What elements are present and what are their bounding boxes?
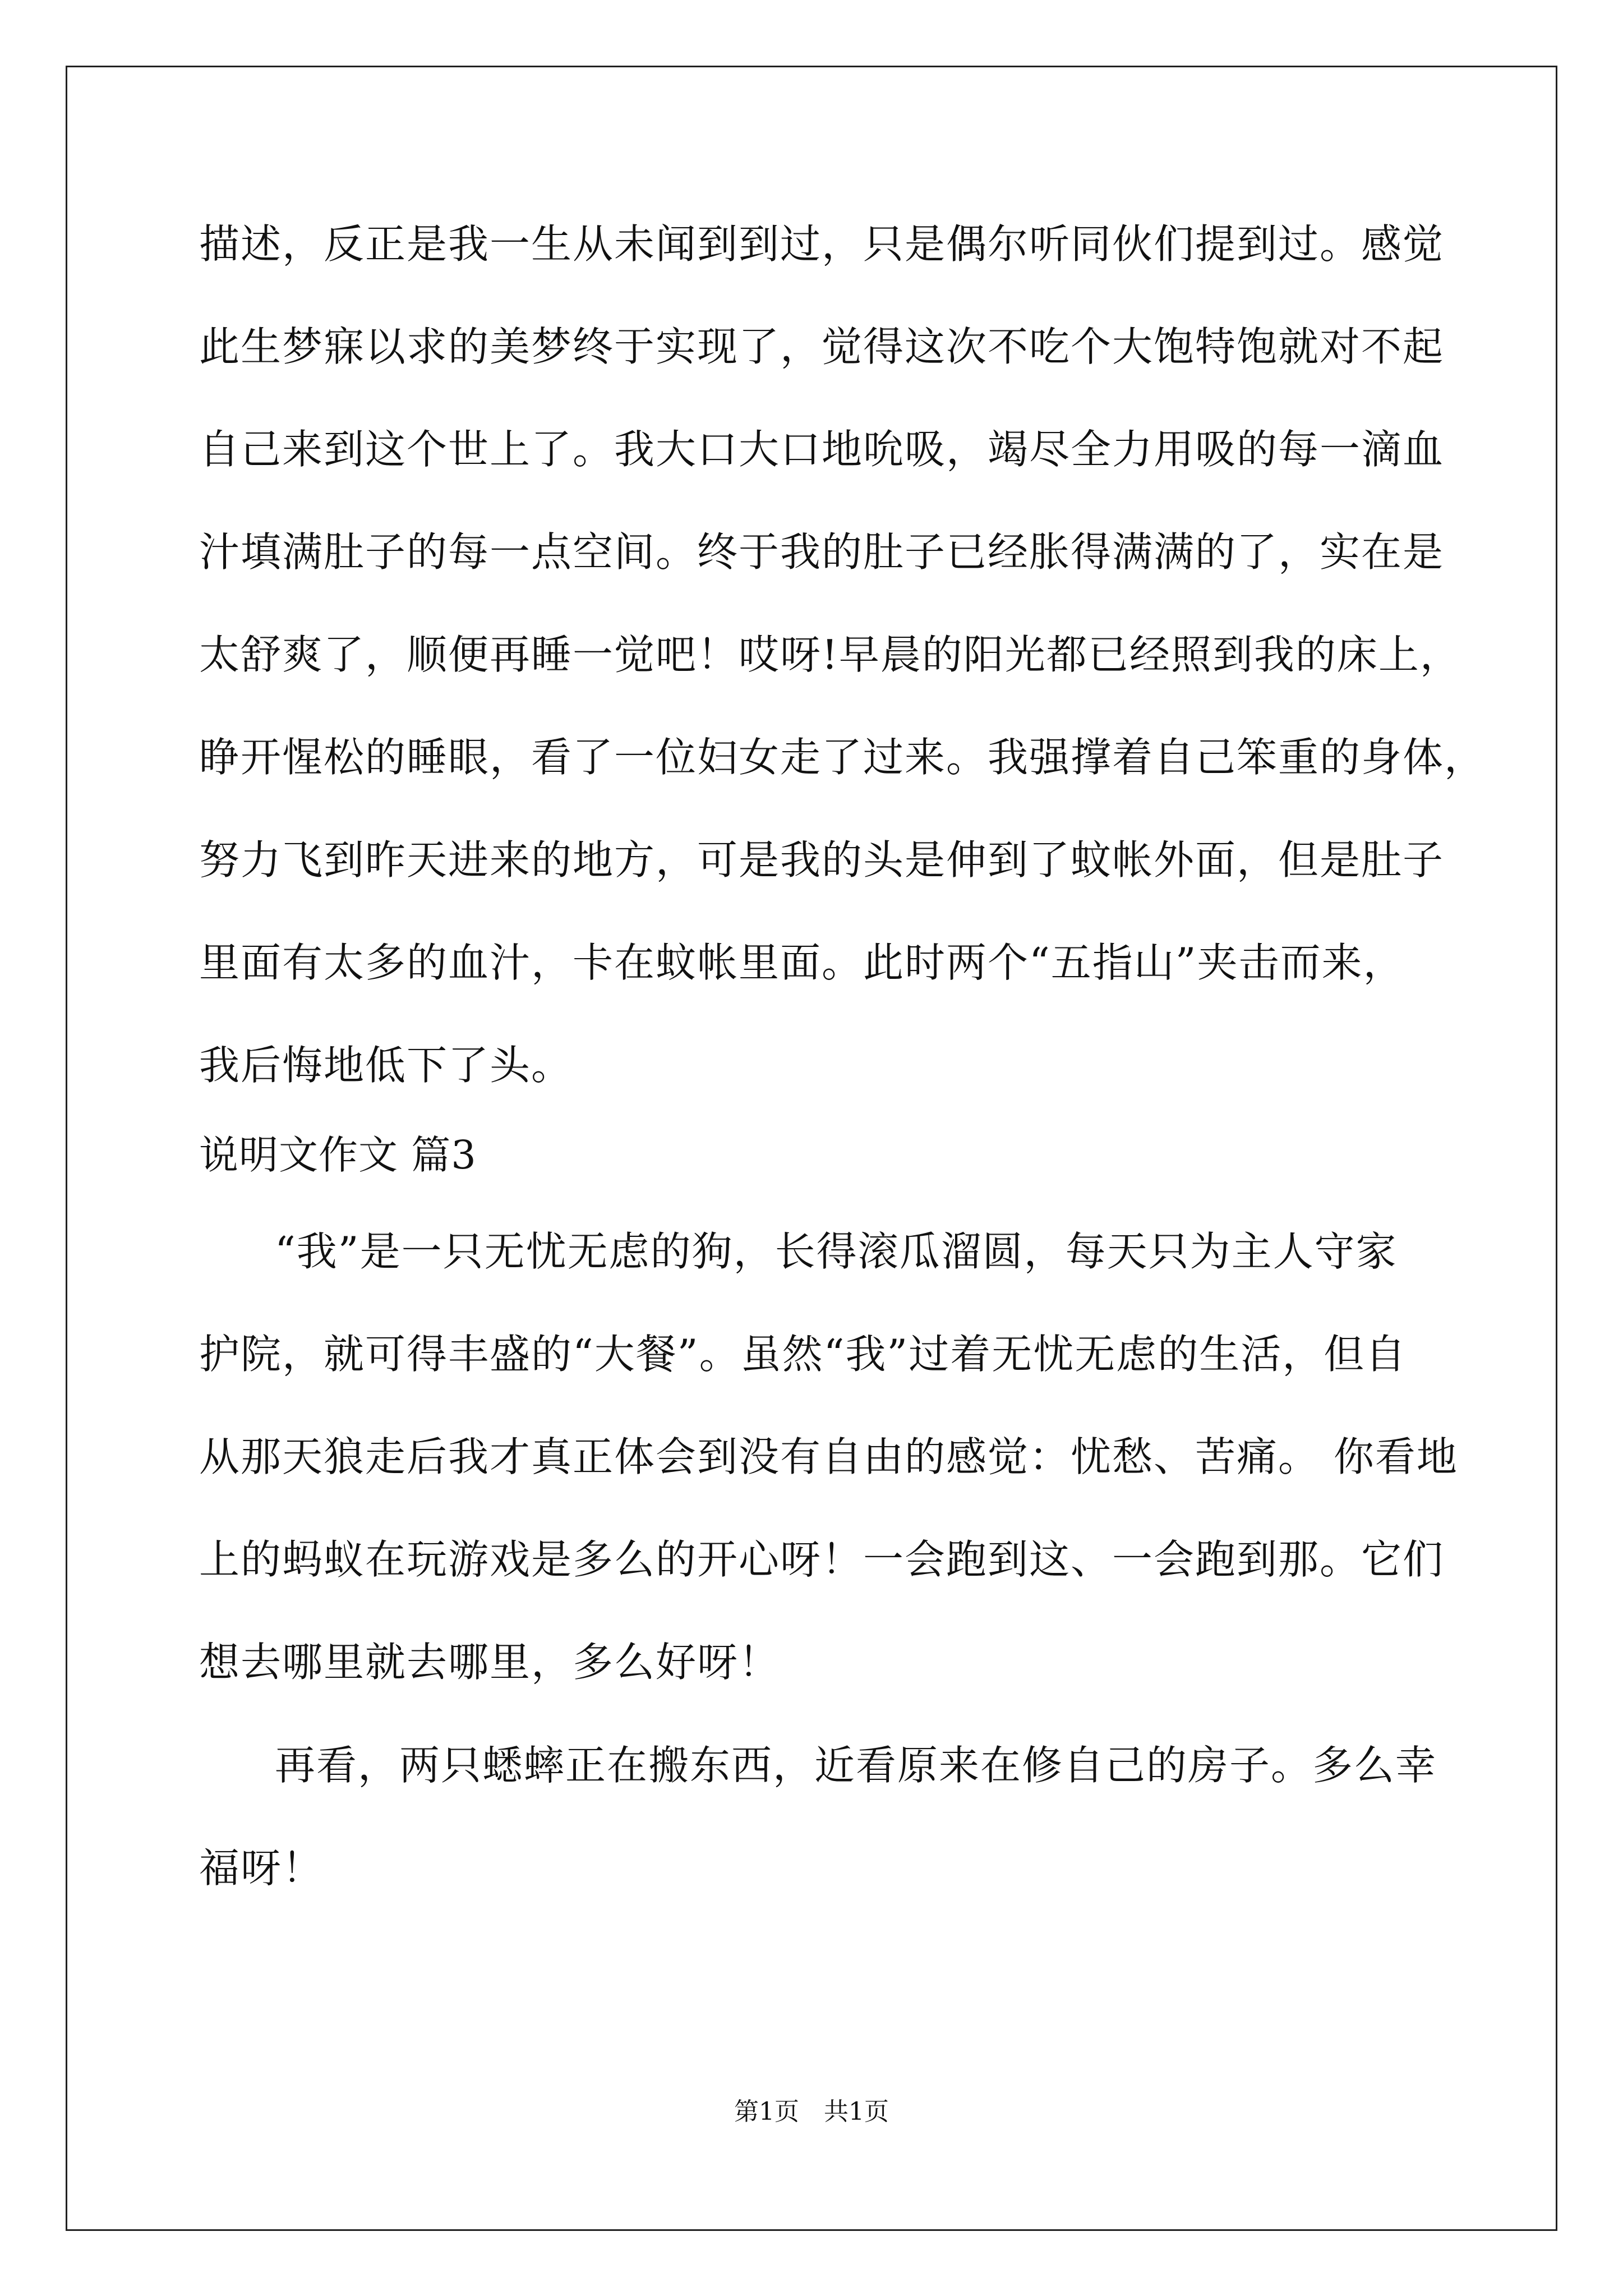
paragraph-line: 此生梦寐以求的美梦终于实现了，觉得这次不吃个大饱特饱就对不起 [199,323,1445,370]
paragraph-line: 再看，两只蟋蟀正在搬东西，近看原来在修自己的房子。多么幸 [275,1742,1437,1789]
paragraph-line: 自己来到这个世上了。我大口大口地吮吸，竭尽全力用吸的每一滴血 [199,426,1445,473]
paragraph-line: 汁填满肚子的每一点空间。终于我的肚子已经胀得满满的了，实在是 [199,528,1445,576]
paragraph-line: 太舒爽了，顺便再睡一觉吧！哎呀!早晨的阳光都已经照到我的床上， [199,631,1461,678]
paragraph-line: 努力飞到昨天进来的地方，可是我的头是伸到了蚊帐外面，但是肚子 [199,836,1445,884]
page-number-footer: 第1页 共1页 [734,2097,889,2126]
paragraph-line: 我后悔地低下了头。 [199,1042,573,1089]
paragraph-line: 睁开惺松的睡眼，看了一位妇女走了过来。我强撑着自己笨重的身体， [199,734,1486,781]
paragraph-line: 描述，反正是我一生从未闻到到过，只是偶尔听同伙们提到过。感觉 [199,220,1445,268]
paragraph-line: “我”是一只无忧无虑的狗，长得滚瓜溜圆，每天只为主人守家 [275,1228,1398,1275]
section-heading: 说明文作文 篇3 [199,1132,477,1178]
paragraph-line: 里面有太多的血汁，卡在蚊帐里面。此时两个“五指山”夹击而来， [199,939,1405,986]
paragraph-line: 从那天狼走后我才真正体会到没有自由的感觉：忧愁、苦痛。 你看地 [199,1433,1458,1480]
paragraph-line: 福呀！ [199,1844,324,1892]
paragraph-line: 上的蚂蚁在玩游戏是多么的开心呀！一会跑到这、一会跑到那。它们 [199,1536,1445,1583]
paragraph-line: 护院，就可得丰盛的“大餐”。虽然“我”过着无忧无虑的生活，但自 [199,1331,1407,1378]
paragraph-line: 想去哪里就去哪里，多么好呀！ [199,1639,781,1686]
